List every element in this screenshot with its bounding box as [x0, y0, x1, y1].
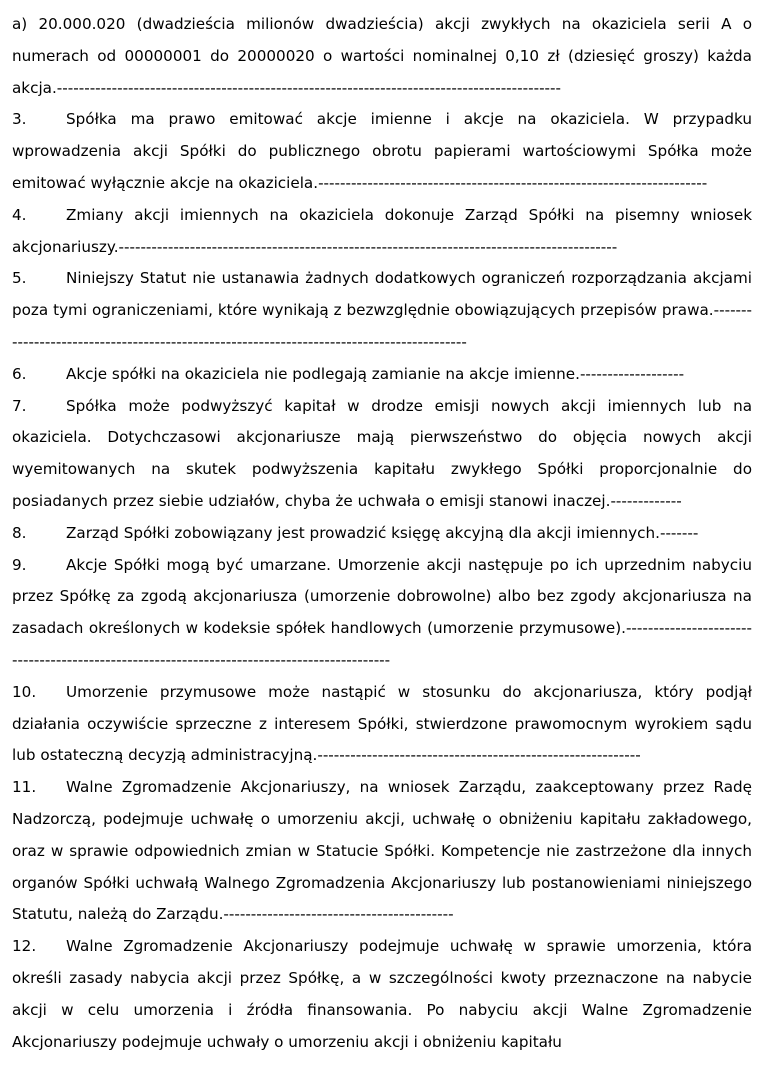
- paragraph-text: Walne Zgromadzenie Akcjonariuszy podejmuje uchwałę w sprawie umorzenia, która określi zasady nabycia akcji przez Spółkę, a w szczególności kwoty przeznaczone na nabycie akcji w celu umorzenia i źródła finansowania. Po nabyciu akcji Walne Zgromadzenie Akcjonariuszy podejmuje uchwały o umorzeniu akcji i obniżeniu kapitału: [12, 937, 752, 1051]
- paragraph-text: Zmiany akcji imiennych na okaziciela dokonuje Zarząd Spółki na pisemny wniosek akcjonariuszy.-------------------------------------------------------------------------------------------: [12, 205, 752, 256]
- paragraph-text: a) 20.000.020 (dwadzieścia milionów dwadzieścia) akcji zwykłych na okaziciela serii A o numerach od 00000001 do 20000020 o wartości nominalnej 0,10 zł (dziesięć groszy) każda akcja.--------------------------------------------------------------------------------------------: [12, 15, 752, 97]
- paragraph-text: Umorzenie przymusowe może nastąpić w stosunku do akcjonariusza, który podjął działania oczywiście sprzeczne z interesem Spółki, stwierdzone prawomocnym wyrokiem sądu lub ostateczną decyzją administracyjną.-----------------------------------------------------------: [12, 682, 752, 765]
- paragraph-number: 4.: [12, 205, 27, 224]
- paragraph-number: 9.: [12, 555, 27, 574]
- paragraph-text: Spółka może podwyższyć kapitał w drodze emisji nowych akcji imiennych lub na okaziciela. Dotychczasowi akcjonariusze mają pierwszeństwo do objęcia nowych akcji wyemitowanych na skutek podwyższenia kapitału zwykłego Spółki proporcjonalnie do posiadanych przez siebie udziałów, chyba że uchwała o emisji stanowi inaczej.-------------: [12, 396, 752, 510]
- paragraph-6: [12, 359, 752, 391]
- paragraph-3: [12, 104, 752, 199]
- paragraph-text: Niniejszy Statut nie ustanawia żadnych dodatkowych ograniczeń rozporządzania akcjami poza tymi ograniczeniami, które wynikają z bezwzględnie obowiązujących przepisów prawa.------------------------------------------------------------------------------------------: [12, 269, 752, 351]
- paragraph-12: [12, 931, 752, 1058]
- paragraph-number: 8.: [12, 523, 27, 542]
- paragraph-a: [12, 9, 752, 104]
- paragraph-9: [12, 550, 752, 677]
- paragraph-10: [12, 677, 752, 772]
- document-page: [12, 0, 752, 1058]
- paragraph-5: [12, 263, 752, 358]
- paragraph-7: [12, 391, 752, 518]
- paragraph-number: 3.: [12, 110, 27, 129]
- paragraph-text: Zarząd Spółki zobowiązany jest prowadzić księgę akcyjną dla akcji imiennych.-------: [66, 523, 699, 542]
- paragraph-number: 12.: [12, 937, 37, 956]
- paragraph-11: [12, 772, 752, 931]
- paragraph-text: Walne Zgromadzenie Akcjonariuszy, na wniosek Zarządu, zaakceptowany przez Radę Nadzorczą, podejmuje uchwałę o umorzeniu akcji, uchwałę o obniżeniu kapitału zakładowego, oraz w sprawie odpowiednich zmian w Statucie Spółki. Kompetencje nie zastrzeżone dla innych organów Spółki uchwałą Walnego Zgromadzenia Akcjonariuszy lub postanowieniami niniejszego Statutu, należą do Zarządu.------------------------------------------: [12, 778, 752, 924]
- paragraph-number: 11.: [12, 778, 37, 797]
- paragraph-number: 5.: [12, 269, 27, 288]
- paragraph-text: Spółka ma prawo emitować akcje imienne i akcje na okaziciela. W przypadku wprowadzenia akcji Spółki do publicznego obrotu papierami wartościowymi Spółka może emitować wyłącznie akcje na okaziciela.-----------------------------------------------------------------------: [12, 110, 752, 192]
- paragraph-8: [12, 518, 752, 550]
- paragraph-number: 6.: [12, 364, 27, 383]
- paragraph-number: 7.: [12, 396, 27, 415]
- paragraph-text: Akcje spółki na okaziciela nie podlegają zamianie na akcje imienne.-------------------: [66, 364, 685, 383]
- paragraph-number: 10.: [12, 682, 37, 701]
- paragraph-4: [12, 200, 752, 264]
- paragraph-text: Akcje Spółki mogą być umarzane. Umorzenie akcji następuje po ich uprzednim nabyciu przez Spółkę za zgodą akcjonariusza (umorzenie dobrowolne) albo bez zgody akcjonariusza na zasadach określonych w kodeksie spółek handlowych (umorzenie przymusowe).--------------------------------------------------------------------------------------------: [12, 555, 752, 669]
